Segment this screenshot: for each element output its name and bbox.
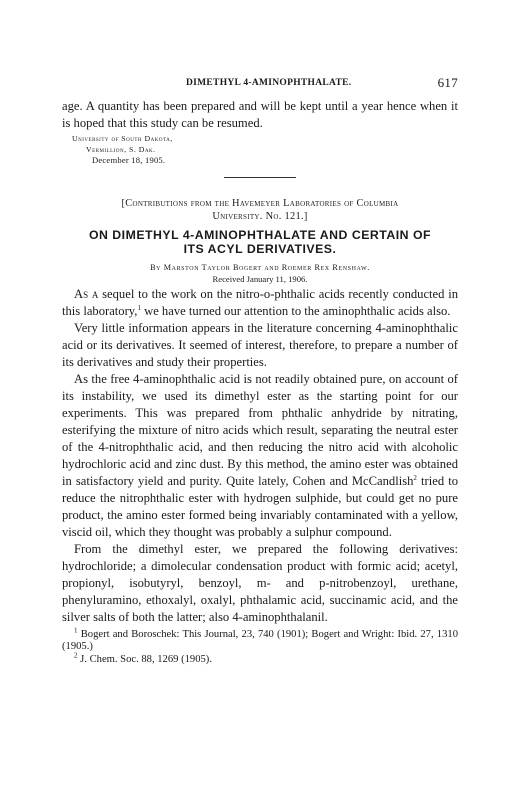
contribution-note-line: University. No. 121.] <box>212 210 308 222</box>
previous-article-ending: age. A quantity has been prepared and will be kept until a year hence when it is hoped that this study can be resumed. <box>62 99 458 130</box>
section-divider <box>224 177 296 178</box>
affiliation-date: December 18, 1905. <box>92 155 166 165</box>
contribution-note <box>62 197 458 223</box>
authors-line: By Marston Taylor Bogert and Roemer Rex Renshaw. <box>150 262 370 272</box>
paragraph-literature: Very little information appears in the literature concerning 4-aminophthalic acid or its derivatives. It seemed of interest, therefore, to prepare a number of its derivatives and study their properties. <box>62 320 458 369</box>
footnote <box>62 651 458 667</box>
article-title-line: ITS ACYL DERIVATIVES. <box>183 242 337 257</box>
footnote-ref-2: 2 <box>413 473 417 482</box>
received-date: Received January 11, 1906. <box>212 273 308 284</box>
footnotes <box>62 626 458 667</box>
paragraph-text: we have turned our attention to the aminophthalic acids also. <box>144 303 451 318</box>
paragraph-method <box>62 371 458 541</box>
paragraph-intro <box>62 286 458 320</box>
journal-page <box>62 75 459 666</box>
footnote-text: Bogert and Boroschek: This Journal, 23, 740 (1901); Bogert and Wright: Ibid. 27, 1310 (1905.) <box>62 628 458 653</box>
previous-article-affiliation <box>62 134 458 166</box>
affiliation-line: University of South Dakota, <box>72 134 173 143</box>
page-number: 617 <box>437 75 458 90</box>
paragraph-derivatives: From the dimethyl ester, we prepared the following derivatives: hydrochloride; a dimolecular condensation product with formic acid; acetyl, propionyl, isobutyryl, benzoyl, m- and p-nitrobenzoyl, urethane, phenyluramino, ethoxalyl, oxalyl, phthalamic acid, succinamic acid, and the silver salts of both the latter; also 4-aminophthalanil. <box>62 541 458 624</box>
article-title-line: ON DIMETHYL 4-AMINOPHTHALATE AND CERTAIN OF <box>88 227 432 242</box>
footnote-ref-1: 1 <box>137 303 141 312</box>
contribution-note-line: [Contributions from the Havemeyer Laboratories of Columbia <box>121 197 399 209</box>
footnote-mark: 1 <box>74 626 78 635</box>
footnote-mark: 2 <box>74 651 78 660</box>
paragraph-text: tried to reduce the nitrophthalic ester with hydrogen sulphide, but could get no pure product, the amino ester formed being invariably contaminated with a yellow, viscid oil, which they thought was probably a sulphur compound. <box>62 473 459 539</box>
article-title <box>62 228 458 257</box>
footnote <box>62 626 458 654</box>
footnote-text: J. Chem. Soc. 88, 1269 (1905). <box>80 653 212 665</box>
paragraph-text: sequel to the work on the nitro-o-phthalic acids recently conducted in this laboratory, <box>62 286 459 318</box>
affiliation-line: Vermillion, S. Dak. <box>86 144 156 154</box>
paragraph-lead-in: As a <box>74 286 99 301</box>
running-head-title: DIMETHYL 4-AMINOPHTHALATE. <box>186 78 352 88</box>
paragraph-text: As the free 4-aminophthalic acid is not readily obtained pure, on account of its instability, we used its dimethyl ester as the starting point for our experiments. This was prepared from phthalic anhydride by nitrating, esterifying the mixture of nitro acids which result, separating the neutral ester of the 4-nitrophthalic acid, and then reducing the nitro acid with alcoholic hydrochloric acid and zinc dust. By this method, the amino ester was obtained in satisfactory yield and purity. Quite lately, Cohen and McCandlish <box>62 371 458 488</box>
running-head <box>62 75 458 92</box>
